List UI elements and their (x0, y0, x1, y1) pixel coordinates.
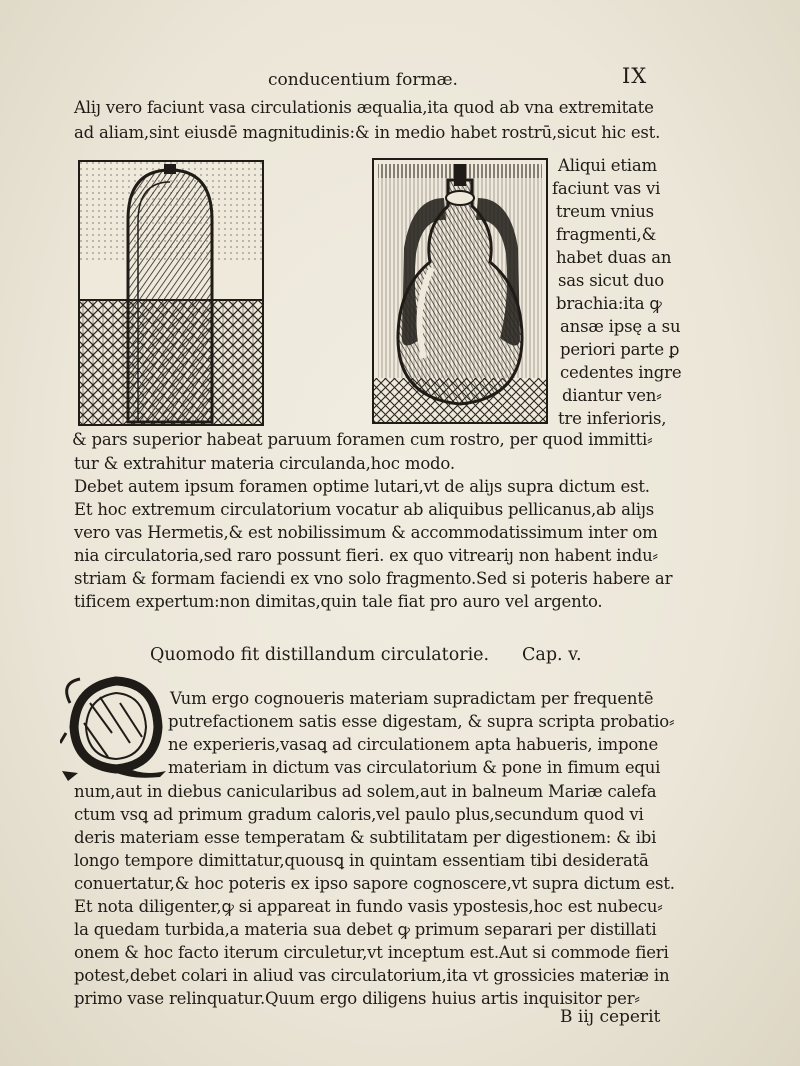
body-line: Debet autem ipsum foramen optime lutari,vt de aliȷs supra dictum est. (74, 477, 650, 496)
side-text-line: fragmenti,& (556, 225, 657, 244)
side-text-line: cedentes ingre (560, 363, 682, 382)
side-text-line: tre inferioris, (558, 409, 667, 428)
side-text-line: treum vnius (556, 202, 654, 221)
side-text-line: ansæ ipsę a su (560, 317, 681, 336)
decorated-initial (60, 673, 170, 785)
side-text-line: faciunt vas vi (552, 179, 661, 198)
chapter-line: num,aut in diebus canicularibus ad solem,aut in balneum Mariæ calefa (74, 782, 657, 801)
intro-line: ad aliam,sint eiusdē magnitudinis:& in medio habet rostrū,sicut hic est. (74, 123, 661, 142)
side-text-line: periori parte ꝑ (560, 340, 680, 359)
folio-number: IX (622, 64, 648, 88)
side-text-line: habet duas an (556, 248, 672, 267)
chapter-line: deris materiam esse temperatam & subtilitatam per digestionem: & ibi (74, 828, 657, 847)
chapter-line: onem & hoc facto iterum circuletur,vt inceptum est.Aut si commode fieri (74, 943, 669, 962)
body-line: vero vas Hermetis,& est nobilissimum & accommodatissimum inter om (74, 523, 658, 542)
chapter-line: primo vase relinquatur.Quum ergo diligens huius artis inquisitor per⸗ (74, 989, 640, 1008)
intro-line: Aliȷ vero faciunt vasa circulationis æqualia,ita quod ab vna extremitate (74, 98, 654, 117)
side-text-line: sas sicut duo (558, 271, 665, 290)
side-text-line: diantur ven⸗ (562, 386, 662, 405)
woodcut-pelican-vessel (372, 158, 548, 424)
body-line: Et hoc extremum circulatorium vocatur ab aliquibus pellicanus,ab aliȷs (74, 500, 655, 519)
chapter-line: conuertatur,& hoc poteris ex ipso sapore cognoscere,vt supra dictum est. (74, 874, 675, 893)
chapter-heading: Quomodo fit distillandum circulatorie. (150, 645, 490, 665)
running-head: conducentium formæ. (268, 70, 458, 90)
body-line: nia circulatoria,sed raro possunt fieri. ex quo vitreariȷ non habent indu⸗ (74, 546, 658, 565)
chapter-line: Vum ergo cognoueris materiam supradictam per frequentē (170, 689, 654, 708)
signature-catchword: B iiȷ ceperit (560, 1007, 661, 1027)
chapter-line: potest,debet colari in aliud vas circulatorium,ita vt grossicies materiæ in (74, 966, 670, 985)
chapter-line: materiam in dictum vas circulatorium & pone in fimum equi (168, 758, 661, 777)
side-text-line: brachia:ita ꝙ (556, 294, 662, 313)
chapter-line: ne experieris,vasaꝗ ad circulationem apta habueris, impone (168, 735, 659, 754)
side-text-line: Aliqui etiam (558, 156, 657, 175)
body-line: striam & formam faciendi ex vno solo fragmento.Sed si poteris habere ar (74, 569, 673, 588)
chapter-line: la quedam turbida,a materia sua debet ꝙ primum separari per distillati (74, 920, 657, 939)
chapter-number: Cap. v. (522, 645, 582, 665)
woodcut-circulatory-vessel (78, 160, 264, 426)
body-line: tificem expertum:non dimitas,quin tale fiat pro auro vel argento. (74, 592, 603, 611)
body-line: tur & extrahitur materia circulanda,hoc modo. (74, 454, 455, 473)
body-line: & pars superior habeat paruum foramen cum rostro, per quod immitti⸗ (72, 430, 653, 449)
chapter-line: ctum vsꝗ ad primum gradum caloris,vel paulo plus,secundum quod vi (74, 805, 644, 824)
chapter-line: putrefactionem satis esse digestam, & supra scripta probatio⸗ (168, 712, 675, 731)
chapter-line: longo tempore dimittatur,quousꝗ in quintam essentiam tibi desideratā (74, 851, 649, 870)
chapter-line: Et nota diligenter,ꝙ si appareat in fundo vasis ypostesis,hoc est nubecu⸗ (74, 897, 663, 916)
